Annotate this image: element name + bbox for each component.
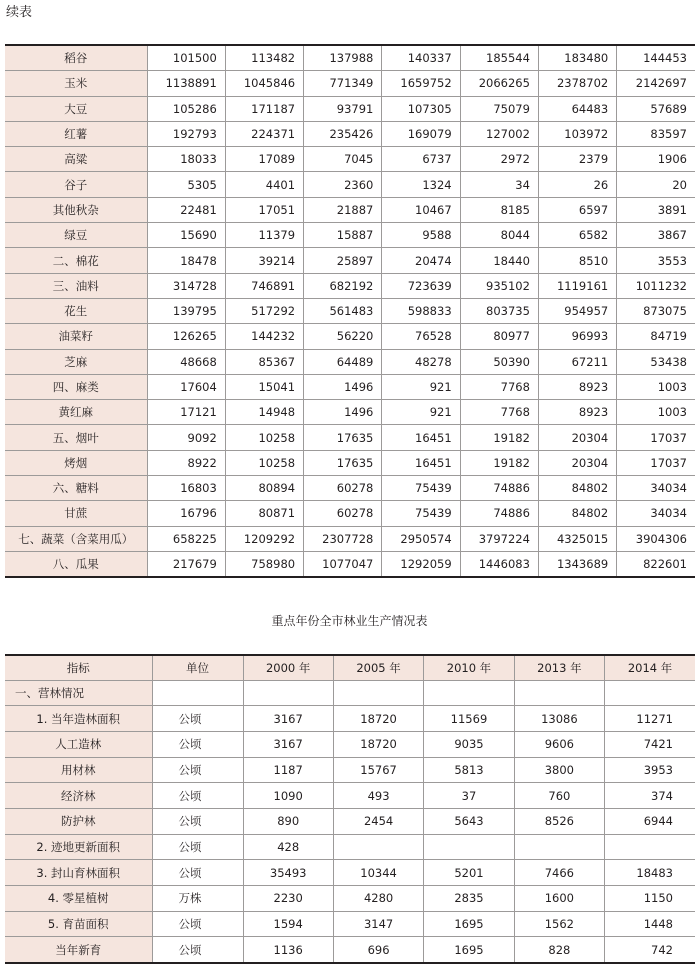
table-cell: 101500 xyxy=(147,45,225,71)
table-cell: 34 xyxy=(460,172,538,197)
table-cell: 5201 xyxy=(424,860,514,886)
table-cell: 48278 xyxy=(382,349,460,374)
unit-cell: 万株 xyxy=(152,886,243,912)
table-cell: 113482 xyxy=(225,45,303,71)
table-cell: 16803 xyxy=(147,476,225,501)
table-row xyxy=(5,273,695,298)
table-cell: 2142697 xyxy=(617,71,695,96)
table-cell: 64489 xyxy=(304,349,382,374)
table-cell: 3167 xyxy=(243,706,333,732)
row-label: 烤烟 xyxy=(5,450,147,475)
table-cell: 185544 xyxy=(460,45,538,71)
table-cell: 4325015 xyxy=(538,526,616,551)
table-row xyxy=(5,731,695,757)
table-row xyxy=(5,298,695,323)
table-row xyxy=(5,886,695,912)
table-row xyxy=(5,526,695,551)
table-row xyxy=(5,324,695,349)
table-cell: 105286 xyxy=(147,96,225,121)
table-cell: 53438 xyxy=(617,349,695,374)
table-cell: 75439 xyxy=(382,501,460,526)
unit-cell: 公顷 xyxy=(152,937,243,963)
table-row xyxy=(5,783,695,809)
table-cell: 11569 xyxy=(424,706,514,732)
table-cell xyxy=(514,680,604,706)
table-cell: 2379 xyxy=(538,147,616,172)
table-cell: 57689 xyxy=(617,96,695,121)
table-cell: 3167 xyxy=(243,731,333,757)
table-cell: 935102 xyxy=(460,273,538,298)
table-cell: 50390 xyxy=(460,349,538,374)
row-label: 稻谷 xyxy=(5,45,147,71)
table-cell: 127002 xyxy=(460,121,538,146)
table-row xyxy=(5,706,695,732)
row-label: 油菜籽 xyxy=(5,324,147,349)
table-row xyxy=(5,808,695,834)
table-cell: 19182 xyxy=(460,425,538,450)
table-row xyxy=(5,121,695,146)
table-cell: 314728 xyxy=(147,273,225,298)
table-cell: 7421 xyxy=(605,731,695,757)
table-cell: 1594 xyxy=(243,911,333,937)
table-cell: 760 xyxy=(514,783,604,809)
table-cell: 493 xyxy=(333,783,423,809)
row-label: 五、烟叶 xyxy=(5,425,147,450)
row-label: 黄红麻 xyxy=(5,400,147,425)
table-cell: 13086 xyxy=(514,706,604,732)
table-cell: 17121 xyxy=(147,400,225,425)
table-cell: 75079 xyxy=(460,96,538,121)
table-cell: 18478 xyxy=(147,248,225,273)
table-cell: 1695 xyxy=(424,911,514,937)
table-cell: 3797224 xyxy=(460,526,538,551)
table-cell: 17604 xyxy=(147,374,225,399)
row-label: 芝麻 xyxy=(5,349,147,374)
table-cell: 1119161 xyxy=(538,273,616,298)
table-cell: 75439 xyxy=(382,476,460,501)
table-cell: 192793 xyxy=(147,121,225,146)
table-cell: 1209292 xyxy=(225,526,303,551)
table-cell: 17037 xyxy=(617,425,695,450)
table-cell: 18720 xyxy=(333,731,423,757)
table-cell: 20474 xyxy=(382,248,460,273)
table-header-row xyxy=(5,655,695,680)
header-unit: 单位 xyxy=(152,655,243,680)
table-cell: 10258 xyxy=(225,450,303,475)
table-row xyxy=(5,425,695,450)
unit-cell: 公顷 xyxy=(152,757,243,783)
row-label: 5. 育苗面积 xyxy=(5,911,152,937)
table-cell: 7466 xyxy=(514,860,604,886)
table-cell: 14948 xyxy=(225,400,303,425)
table-row xyxy=(5,501,695,526)
table-cell: 2835 xyxy=(424,886,514,912)
forestry-table-title: 重点年份全市林业生产情况表 xyxy=(271,614,428,628)
row-label: 用材林 xyxy=(5,757,152,783)
row-label: 3. 封山育林面积 xyxy=(5,860,152,886)
table-cell: 60278 xyxy=(304,501,382,526)
table-cell: 1003 xyxy=(617,400,695,425)
header-year-2000: 2000 年 xyxy=(243,655,333,680)
table-row xyxy=(5,834,695,860)
table-cell: 137988 xyxy=(304,45,382,71)
table-cell: 34034 xyxy=(617,501,695,526)
table-cell: 15690 xyxy=(147,223,225,248)
table-cell: 37 xyxy=(424,783,514,809)
table-cell: 1695 xyxy=(424,937,514,963)
table-cell: 723639 xyxy=(382,273,460,298)
table-cell: 822601 xyxy=(617,551,695,577)
unit-cell: 公顷 xyxy=(152,706,243,732)
table-cell: 15767 xyxy=(333,757,423,783)
table-cell: 658225 xyxy=(147,526,225,551)
table-cell: 3891 xyxy=(617,197,695,222)
table-cell xyxy=(243,680,333,706)
table-cell: 561483 xyxy=(304,298,382,323)
table-cell: 20304 xyxy=(538,450,616,475)
table-cell: 9606 xyxy=(514,731,604,757)
table-row xyxy=(5,71,695,96)
table-cell xyxy=(514,834,604,860)
table-cell: 6737 xyxy=(382,147,460,172)
table-cell: 10258 xyxy=(225,425,303,450)
table-cell: 1090 xyxy=(243,783,333,809)
table-cell: 96993 xyxy=(538,324,616,349)
table-row xyxy=(5,96,695,121)
table-cell xyxy=(605,680,695,706)
row-label: 谷子 xyxy=(5,172,147,197)
row-label: 人工造林 xyxy=(5,731,152,757)
table-row xyxy=(5,911,695,937)
table-cell: 1343689 xyxy=(538,551,616,577)
table-row xyxy=(5,45,695,71)
table-row xyxy=(5,450,695,475)
table-cell: 48668 xyxy=(147,349,225,374)
table-cell: 80871 xyxy=(225,501,303,526)
table-cell: 74886 xyxy=(460,476,538,501)
table-cell: 25897 xyxy=(304,248,382,273)
table-cell: 169079 xyxy=(382,121,460,146)
table-cell: 2950574 xyxy=(382,526,460,551)
table-cell: 10344 xyxy=(333,860,423,886)
table-cell: 2307728 xyxy=(304,526,382,551)
table-cell: 828 xyxy=(514,937,604,963)
table-cell: 26 xyxy=(538,172,616,197)
table-row xyxy=(5,757,695,783)
table-cell: 9092 xyxy=(147,425,225,450)
table-cell: 85367 xyxy=(225,349,303,374)
table-cell: 6944 xyxy=(605,808,695,834)
header-indicator: 指标 xyxy=(5,655,152,680)
table-cell: 1003 xyxy=(617,374,695,399)
table-cell: 1448 xyxy=(605,911,695,937)
table-cell: 20304 xyxy=(538,425,616,450)
table-cell: 8526 xyxy=(514,808,604,834)
table-cell: 16451 xyxy=(382,450,460,475)
table-cell xyxy=(424,680,514,706)
table-cell: 17089 xyxy=(225,147,303,172)
table-cell: 9588 xyxy=(382,223,460,248)
table-cell xyxy=(333,680,423,706)
table-cell: 19182 xyxy=(460,450,538,475)
table-cell: 6597 xyxy=(538,197,616,222)
row-label: 4. 零星植树 xyxy=(5,886,152,912)
table-cell: 15887 xyxy=(304,223,382,248)
table-cell: 8923 xyxy=(538,374,616,399)
table-cell: 7768 xyxy=(460,374,538,399)
table-cell: 921 xyxy=(382,400,460,425)
table-cell: 17635 xyxy=(304,450,382,475)
table-cell xyxy=(333,834,423,860)
row-label: 红薯 xyxy=(5,121,147,146)
table-row xyxy=(5,400,695,425)
table-cell: 1150 xyxy=(605,886,695,912)
table-row xyxy=(5,147,695,172)
unit-cell: 公顷 xyxy=(152,860,243,886)
table-cell: 1187 xyxy=(243,757,333,783)
table-cell: 144453 xyxy=(617,45,695,71)
table-cell: 17051 xyxy=(225,197,303,222)
table-cell: 374 xyxy=(605,783,695,809)
table-cell: 2454 xyxy=(333,808,423,834)
table-cell: 954957 xyxy=(538,298,616,323)
table-cell: 11271 xyxy=(605,706,695,732)
table-cell: 1136 xyxy=(243,937,333,963)
table-cell: 3147 xyxy=(333,911,423,937)
table-cell: 3904306 xyxy=(617,526,695,551)
table-cell: 107305 xyxy=(382,96,460,121)
table-cell: 8510 xyxy=(538,248,616,273)
row-label: 其他秋杂 xyxy=(5,197,147,222)
table-cell: 93791 xyxy=(304,96,382,121)
row-label: 七、蔬菜（含菜用瓜） xyxy=(5,526,147,551)
row-label: 经济林 xyxy=(5,783,152,809)
table-cell: 8044 xyxy=(460,223,538,248)
table-cell: 803735 xyxy=(460,298,538,323)
table-cell: 2230 xyxy=(243,886,333,912)
table-cell: 1562 xyxy=(514,911,604,937)
table-cell: 758980 xyxy=(225,551,303,577)
table-cell: 1011232 xyxy=(617,273,695,298)
table-cell: 598833 xyxy=(382,298,460,323)
table-row xyxy=(5,551,695,577)
table-cell: 9035 xyxy=(424,731,514,757)
table-cell: 83597 xyxy=(617,121,695,146)
table-cell: 7768 xyxy=(460,400,538,425)
row-label: 防护林 xyxy=(5,808,152,834)
table-cell: 1600 xyxy=(514,886,604,912)
table-cell: 1659752 xyxy=(382,71,460,96)
row-label: 甘蔗 xyxy=(5,501,147,526)
table-cell: 428 xyxy=(243,834,333,860)
table-cell: 3953 xyxy=(605,757,695,783)
table-cell: 890 xyxy=(243,808,333,834)
table-cell: 18033 xyxy=(147,147,225,172)
unit-cell: 公顷 xyxy=(152,731,243,757)
table-cell: 3867 xyxy=(617,223,695,248)
table-row xyxy=(5,476,695,501)
unit-cell xyxy=(152,680,243,706)
table-cell: 15041 xyxy=(225,374,303,399)
row-label: 绿豆 xyxy=(5,223,147,248)
table-cell: 35493 xyxy=(243,860,333,886)
table-cell: 5643 xyxy=(424,808,514,834)
table-cell: 4401 xyxy=(225,172,303,197)
table-cell: 217679 xyxy=(147,551,225,577)
table-cell: 103972 xyxy=(538,121,616,146)
table-row xyxy=(5,197,695,222)
table-cell: 682192 xyxy=(304,273,382,298)
table-cell: 224371 xyxy=(225,121,303,146)
table-row xyxy=(5,349,695,374)
table-cell: 80977 xyxy=(460,324,538,349)
table-cell: 5813 xyxy=(424,757,514,783)
table-cell: 3800 xyxy=(514,757,604,783)
table-cell: 1906 xyxy=(617,147,695,172)
header-year-2013: 2013 年 xyxy=(514,655,604,680)
table-cell: 7045 xyxy=(304,147,382,172)
header-year-2005: 2005 年 xyxy=(333,655,423,680)
table-cell: 18720 xyxy=(333,706,423,732)
table-cell: 1138891 xyxy=(147,71,225,96)
table-cell: 1496 xyxy=(304,400,382,425)
table-cell: 22481 xyxy=(147,197,225,222)
table-cell: 171187 xyxy=(225,96,303,121)
row-label: 大豆 xyxy=(5,96,147,121)
table-row xyxy=(5,248,695,273)
table-cell: 517292 xyxy=(225,298,303,323)
table-cell: 1496 xyxy=(304,374,382,399)
row-label: 当年新育 xyxy=(5,937,152,963)
table-cell: 2360 xyxy=(304,172,382,197)
row-label: 六、糖料 xyxy=(5,476,147,501)
table-cell: 126265 xyxy=(147,324,225,349)
forestry-production-table xyxy=(5,654,695,964)
unit-cell: 公顷 xyxy=(152,834,243,860)
table-cell: 873075 xyxy=(617,298,695,323)
row-label: 八、瓜果 xyxy=(5,551,147,577)
table-cell: 2378702 xyxy=(538,71,616,96)
table-cell: 76528 xyxy=(382,324,460,349)
table-cell: 1446083 xyxy=(460,551,538,577)
unit-cell: 公顷 xyxy=(152,808,243,834)
row-label: 四、麻类 xyxy=(5,374,147,399)
table-cell: 771349 xyxy=(304,71,382,96)
table-row xyxy=(5,374,695,399)
table-cell: 696 xyxy=(333,937,423,963)
table-cell: 10467 xyxy=(382,197,460,222)
table-cell: 17037 xyxy=(617,450,695,475)
table-cell: 3553 xyxy=(617,248,695,273)
unit-cell: 公顷 xyxy=(152,783,243,809)
table-cell: 4280 xyxy=(333,886,423,912)
table-cell: 74886 xyxy=(460,501,538,526)
table-cell: 34034 xyxy=(617,476,695,501)
table-cell: 16796 xyxy=(147,501,225,526)
crop-output-table xyxy=(5,44,695,578)
table-cell: 18440 xyxy=(460,248,538,273)
table-cell: 139795 xyxy=(147,298,225,323)
table-cell: 16451 xyxy=(382,425,460,450)
table-cell: 8185 xyxy=(460,197,538,222)
row-label: 花生 xyxy=(5,298,147,323)
table-cell: 39214 xyxy=(225,248,303,273)
table-cell: 84802 xyxy=(538,501,616,526)
table-cell: 144232 xyxy=(225,324,303,349)
table-cell: 84719 xyxy=(617,324,695,349)
header-year-2014: 2014 年 xyxy=(605,655,695,680)
table-cell: 183480 xyxy=(538,45,616,71)
table-cell: 60278 xyxy=(304,476,382,501)
table-cell: 21887 xyxy=(304,197,382,222)
table-cell: 5305 xyxy=(147,172,225,197)
row-label: 高粱 xyxy=(5,147,147,172)
table-cell: 20 xyxy=(617,172,695,197)
header-year-2010: 2010 年 xyxy=(424,655,514,680)
table-cell: 1324 xyxy=(382,172,460,197)
row-label: 玉米 xyxy=(5,71,147,96)
table-cell: 8923 xyxy=(538,400,616,425)
table-cell: 17635 xyxy=(304,425,382,450)
table-cell: 56220 xyxy=(304,324,382,349)
row-label: 2. 迹地更新面积 xyxy=(5,834,152,860)
table-row xyxy=(5,223,695,248)
continued-label: 续表 xyxy=(6,5,33,20)
table-cell: 1292059 xyxy=(382,551,460,577)
table-cell: 11379 xyxy=(225,223,303,248)
table-row xyxy=(5,172,695,197)
table-cell: 67211 xyxy=(538,349,616,374)
table-cell xyxy=(424,834,514,860)
table-cell: 2066265 xyxy=(460,71,538,96)
table-cell: 6582 xyxy=(538,223,616,248)
table-cell: 140337 xyxy=(382,45,460,71)
table-row xyxy=(5,680,695,706)
table-row xyxy=(5,937,695,963)
unit-cell: 公顷 xyxy=(152,911,243,937)
table-cell: 921 xyxy=(382,374,460,399)
table-cell: 1077047 xyxy=(304,551,382,577)
table-cell: 18483 xyxy=(605,860,695,886)
table-cell: 2972 xyxy=(460,147,538,172)
table-cell xyxy=(605,834,695,860)
table-cell: 742 xyxy=(605,937,695,963)
table-cell: 1045846 xyxy=(225,71,303,96)
row-label: 二、棉花 xyxy=(5,248,147,273)
table-cell: 64483 xyxy=(538,96,616,121)
table-cell: 84802 xyxy=(538,476,616,501)
row-label: 三、油料 xyxy=(5,273,147,298)
table-cell: 80894 xyxy=(225,476,303,501)
table-row xyxy=(5,860,695,886)
row-label: 一、营林情况 xyxy=(5,680,152,706)
table-cell: 746891 xyxy=(225,273,303,298)
table-cell: 235426 xyxy=(304,121,382,146)
table-cell: 8922 xyxy=(147,450,225,475)
row-label: 1. 当年造林面积 xyxy=(5,706,152,732)
